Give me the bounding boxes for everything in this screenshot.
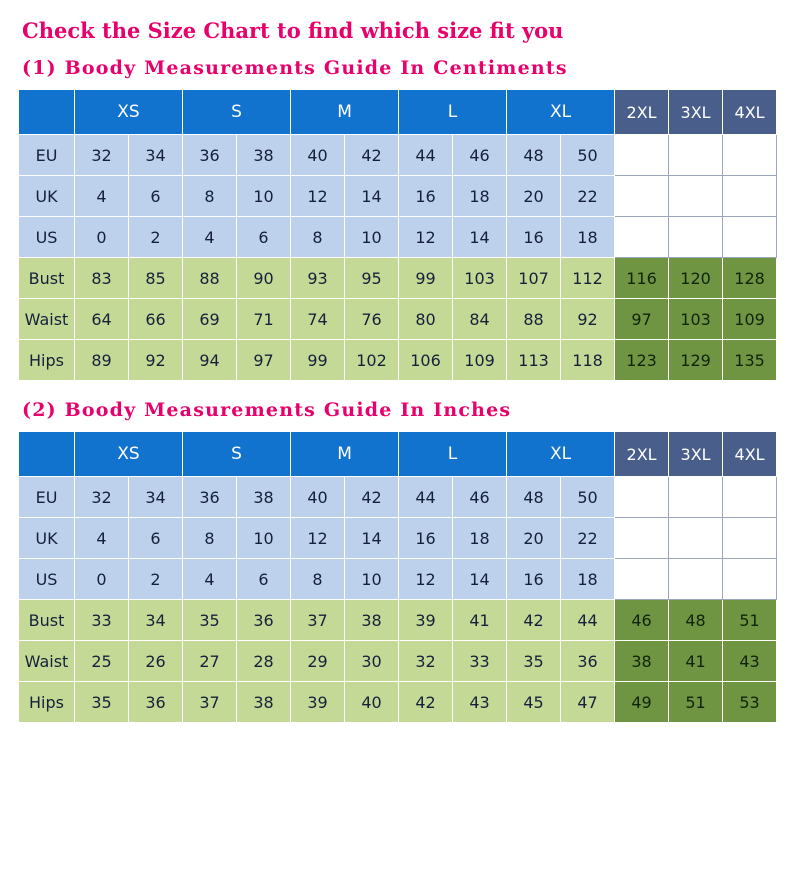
cell-value: 22: [561, 176, 615, 217]
row-label-uk: UK: [19, 518, 75, 559]
table-row: [19, 641, 777, 682]
cell-value: 40: [291, 477, 345, 518]
row-label-us: US: [19, 559, 75, 600]
cell-value: 12: [399, 559, 453, 600]
cell-value: 112: [561, 258, 615, 299]
size-table-cm: [18, 89, 777, 381]
table-header-row: [19, 432, 777, 477]
cell-value: 26: [129, 641, 183, 682]
cell-value-extra: [669, 559, 723, 600]
cell-value: 4: [75, 518, 129, 559]
cell-value: 35: [507, 641, 561, 682]
table-row: [19, 477, 777, 518]
cell-value: 2: [129, 217, 183, 258]
cell-value: 34: [129, 600, 183, 641]
cell-value: 28: [237, 641, 291, 682]
cell-value: 48: [507, 135, 561, 176]
cell-value: 103: [453, 258, 507, 299]
cell-value: 10: [237, 176, 291, 217]
cell-value: 47: [561, 682, 615, 723]
cell-value: 12: [399, 217, 453, 258]
cell-value: 32: [75, 135, 129, 176]
cell-value-extra: 97: [615, 299, 669, 340]
cell-value: 38: [237, 477, 291, 518]
table-header-row: [19, 90, 777, 135]
cell-value: 14: [345, 176, 399, 217]
cell-value: 36: [183, 135, 237, 176]
cell-value: 33: [453, 641, 507, 682]
header-size-3xl: 3XL: [669, 432, 723, 477]
cell-value: 94: [183, 340, 237, 381]
cell-value: 92: [129, 340, 183, 381]
cell-value: 16: [399, 176, 453, 217]
header-size-4xl: 4XL: [723, 90, 777, 135]
cell-value: 14: [453, 217, 507, 258]
cell-value: 12: [291, 518, 345, 559]
header-size-xl: XL: [507, 90, 615, 135]
cell-value-extra: [615, 477, 669, 518]
cell-value: 16: [507, 559, 561, 600]
table-body-in: [19, 432, 777, 723]
cell-value: 18: [453, 176, 507, 217]
cell-value-extra: 51: [723, 600, 777, 641]
cell-value: 6: [129, 176, 183, 217]
cell-value-extra: [723, 176, 777, 217]
cell-value: 102: [345, 340, 399, 381]
cell-value: 8: [291, 217, 345, 258]
cell-value: 109: [453, 340, 507, 381]
header-size-2xl: 2XL: [615, 432, 669, 477]
cell-value-extra: 43: [723, 641, 777, 682]
cell-value: 37: [291, 600, 345, 641]
section-title-cm: (1) Boody Measurements Guide In Centiments: [22, 57, 568, 79]
cell-value: 38: [345, 600, 399, 641]
cell-value: 113: [507, 340, 561, 381]
cell-value: 6: [129, 518, 183, 559]
cell-value: 84: [453, 299, 507, 340]
header-size-m: M: [291, 432, 399, 477]
cell-value: 29: [291, 641, 345, 682]
cell-value: 33: [75, 600, 129, 641]
size-table-in: [18, 431, 777, 723]
cell-value: 36: [237, 600, 291, 641]
table-row: [19, 176, 777, 217]
row-label-us: US: [19, 217, 75, 258]
cell-value: 41: [453, 600, 507, 641]
cell-value: 107: [507, 258, 561, 299]
cell-value-extra: [669, 518, 723, 559]
cell-value: 106: [399, 340, 453, 381]
cell-value: 95: [345, 258, 399, 299]
cell-value: 2: [129, 559, 183, 600]
cell-value: 25: [75, 641, 129, 682]
cell-value: 4: [75, 176, 129, 217]
table-row: [19, 518, 777, 559]
header-size-l: L: [399, 90, 507, 135]
cell-value-extra: 109: [723, 299, 777, 340]
cell-value-extra: 51: [669, 682, 723, 723]
table-row: [19, 559, 777, 600]
cell-value-extra: 128: [723, 258, 777, 299]
cell-value: 69: [183, 299, 237, 340]
row-label-eu: EU: [19, 477, 75, 518]
cell-value-extra: [615, 518, 669, 559]
cell-value: 22: [561, 518, 615, 559]
cell-value-extra: [723, 518, 777, 559]
cell-value: 66: [129, 299, 183, 340]
cell-value: 14: [453, 559, 507, 600]
cell-value: 27: [183, 641, 237, 682]
row-label-bust: Bust: [19, 600, 75, 641]
cell-value: 39: [399, 600, 453, 641]
header-size-xl: XL: [507, 432, 615, 477]
cell-value: 92: [561, 299, 615, 340]
cell-value: 93: [291, 258, 345, 299]
cell-value: 32: [75, 477, 129, 518]
cell-value: 42: [345, 477, 399, 518]
cell-value: 71: [237, 299, 291, 340]
cell-value-extra: 120: [669, 258, 723, 299]
cell-value-extra: [669, 217, 723, 258]
row-label-waist: Waist: [19, 641, 75, 682]
section-title-in: (2) Boody Measurements Guide In Inches: [22, 399, 512, 421]
cell-value: 88: [183, 258, 237, 299]
table-body-cm: [19, 90, 777, 381]
cell-value: 8: [183, 176, 237, 217]
header-size-l: L: [399, 432, 507, 477]
cell-value: 48: [507, 477, 561, 518]
cell-value: 44: [399, 477, 453, 518]
cell-value: 99: [291, 340, 345, 381]
row-label-bust: Bust: [19, 258, 75, 299]
table-row: [19, 258, 777, 299]
cell-value: 46: [453, 135, 507, 176]
cell-value-extra: 123: [615, 340, 669, 381]
cell-value-extra: 103: [669, 299, 723, 340]
cell-value: 50: [561, 135, 615, 176]
cell-value: 35: [75, 682, 129, 723]
cell-value: 4: [183, 559, 237, 600]
cell-value: 42: [399, 682, 453, 723]
cell-value: 8: [183, 518, 237, 559]
cell-value: 10: [345, 217, 399, 258]
cell-value: 42: [345, 135, 399, 176]
cell-value: 20: [507, 518, 561, 559]
cell-value: 12: [291, 176, 345, 217]
cell-value-extra: [615, 135, 669, 176]
row-label-waist: Waist: [19, 299, 75, 340]
table-row: [19, 340, 777, 381]
cell-value: 14: [345, 518, 399, 559]
cell-value-extra: 38: [615, 641, 669, 682]
cell-value-extra: [669, 135, 723, 176]
row-label-uk: UK: [19, 176, 75, 217]
cell-value: 44: [561, 600, 615, 641]
cell-value: 10: [237, 518, 291, 559]
cell-value-extra: 135: [723, 340, 777, 381]
cell-value: 35: [183, 600, 237, 641]
cell-value: 89: [75, 340, 129, 381]
table-row: [19, 217, 777, 258]
cell-value: 85: [129, 258, 183, 299]
cell-value-extra: [723, 559, 777, 600]
cell-value: 16: [399, 518, 453, 559]
cell-value-extra: 116: [615, 258, 669, 299]
cell-value-extra: [615, 559, 669, 600]
row-label-hips: Hips: [19, 682, 75, 723]
header-corner-cell: [19, 432, 75, 477]
cell-value-extra: [723, 135, 777, 176]
cell-value-extra: 48: [669, 600, 723, 641]
cell-value-extra: 46: [615, 600, 669, 641]
cell-value: 64: [75, 299, 129, 340]
header-size-xs: XS: [75, 90, 183, 135]
cell-value: 40: [291, 135, 345, 176]
cell-value: 39: [291, 682, 345, 723]
cell-value: 43: [453, 682, 507, 723]
header-size-xs: XS: [75, 432, 183, 477]
cell-value: 20: [507, 176, 561, 217]
cell-value-extra: [669, 176, 723, 217]
cell-value: 83: [75, 258, 129, 299]
table-row: [19, 682, 777, 723]
cell-value: 36: [129, 682, 183, 723]
cell-value-extra: [615, 217, 669, 258]
cell-value: 74: [291, 299, 345, 340]
cell-value: 46: [453, 477, 507, 518]
cell-value: 38: [237, 682, 291, 723]
cell-value: 30: [345, 641, 399, 682]
header-corner-cell: [19, 90, 75, 135]
cell-value: 76: [345, 299, 399, 340]
cell-value: 40: [345, 682, 399, 723]
cell-value: 34: [129, 477, 183, 518]
cell-value: 50: [561, 477, 615, 518]
cell-value: 18: [561, 559, 615, 600]
cell-value: 99: [399, 258, 453, 299]
cell-value-extra: [723, 217, 777, 258]
page-title: Check the Size Chart to find which size fit you: [22, 18, 564, 43]
table-row: [19, 135, 777, 176]
cell-value: 88: [507, 299, 561, 340]
cell-value-extra: [723, 477, 777, 518]
header-size-s: S: [183, 90, 291, 135]
header-size-m: M: [291, 90, 399, 135]
cell-value: 0: [75, 217, 129, 258]
cell-value: 4: [183, 217, 237, 258]
cell-value: 36: [561, 641, 615, 682]
size-chart-inches: [18, 399, 776, 723]
cell-value: 36: [183, 477, 237, 518]
cell-value-extra: [615, 176, 669, 217]
cell-value-extra: 53: [723, 682, 777, 723]
cell-value: 97: [237, 340, 291, 381]
cell-value: 6: [237, 559, 291, 600]
header-size-4xl: 4XL: [723, 432, 777, 477]
size-chart-centimeters: [18, 57, 776, 381]
cell-value-extra: 129: [669, 340, 723, 381]
cell-value: 90: [237, 258, 291, 299]
table-row: [19, 299, 777, 340]
cell-value: 37: [183, 682, 237, 723]
header-size-3xl: 3XL: [669, 90, 723, 135]
cell-value: 6: [237, 217, 291, 258]
row-label-eu: EU: [19, 135, 75, 176]
cell-value: 18: [453, 518, 507, 559]
cell-value: 80: [399, 299, 453, 340]
cell-value: 8: [291, 559, 345, 600]
cell-value: 10: [345, 559, 399, 600]
header-size-2xl: 2XL: [615, 90, 669, 135]
table-row: [19, 600, 777, 641]
cell-value-extra: [669, 477, 723, 518]
cell-value: 38: [237, 135, 291, 176]
cell-value: 44: [399, 135, 453, 176]
cell-value-extra: 41: [669, 641, 723, 682]
cell-value: 118: [561, 340, 615, 381]
cell-value: 45: [507, 682, 561, 723]
cell-value: 0: [75, 559, 129, 600]
cell-value: 34: [129, 135, 183, 176]
cell-value: 18: [561, 217, 615, 258]
cell-value: 16: [507, 217, 561, 258]
header-size-s: S: [183, 432, 291, 477]
cell-value-extra: 49: [615, 682, 669, 723]
cell-value: 42: [507, 600, 561, 641]
cell-value: 32: [399, 641, 453, 682]
row-label-hips: Hips: [19, 340, 75, 381]
